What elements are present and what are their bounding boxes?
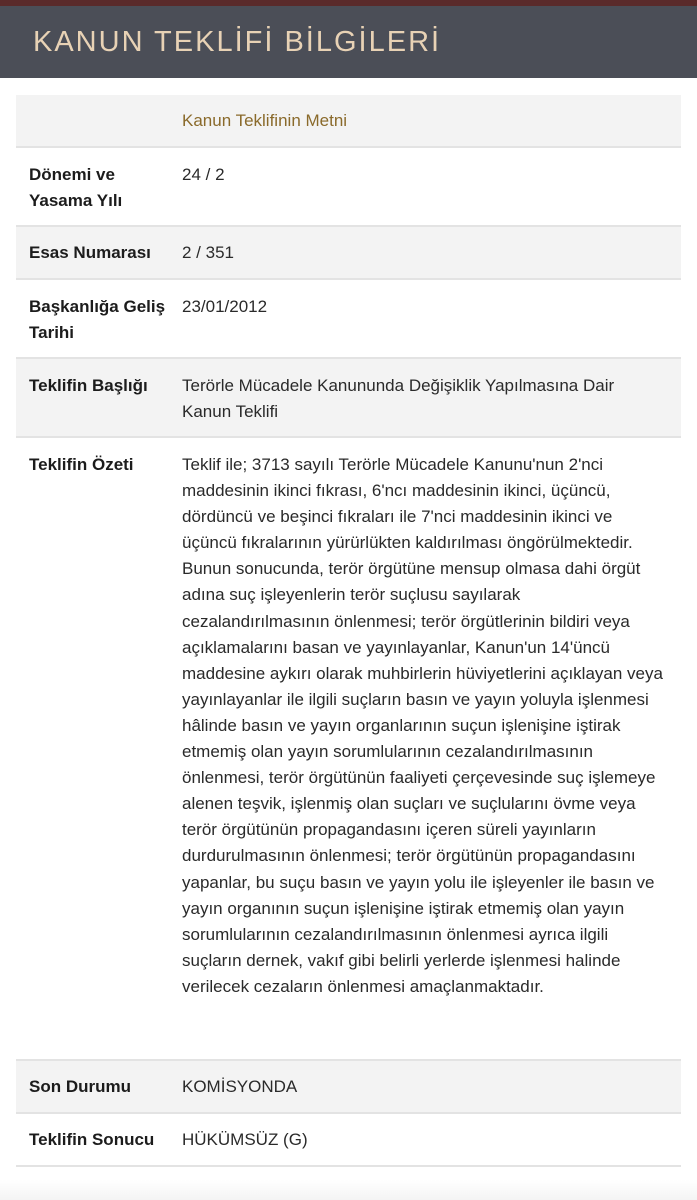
bottom-fade [0,1180,697,1200]
row-esas [16,227,681,280]
row-baslik [16,359,681,438]
ozet-value: Teklif ile; 3713 sayılı Terörle Mücadele Kanunu'nun 2'nci maddesinin ikinci fıkrası, 6'ncı maddesinin ikinci, üçüncü, dördüncü ve beşinci fıkraları ile 7'nci maddesinin ikinci ve üçüncü fıkralarının yürürlükten kaldırılması öngörülmektedir. Bunun sonucunda, terör örgütüne mensup olmasa dahi örgüt adına suç işleyenlerin terör suçlusu sayılarak cezalandırılmasının önlenmesi; terör örgütlerinin bildiri veya açıklamalarını basan ve yayınlayanlar, Kanun'un 14'üncü maddesine aykırı olarak muhbirlerin hüviyetlerini açıklayan veya yayınlayanlar ile ilgili suçların basın ve yayın yoluyla işlenmesi hâlinde basın ve yayın organlarının suçun işlenişine iştirak etmemiş olan yayın sorumlularının cezalandırılmasının önlenmesi, terör örgütünün faaliyeti çerçevesinde suç işlemeye alenen teşvik, işlenmiş olan suçları ve suçlularını övme veya terör örgütünün propagandasını içeren süreli yayınların durdurulmasının önlenmesi; terör örgütünün propagandasını yapanlar, bu suçu basın ve yayın yolu ile işleyenler ile basın ve yayın organının suçun işlenişine iştirak etmemiş olan yayın sorumlularının cezalandırılmasının önlenmesi ayrıca ilgili suçların dernek, vakıf gibi belirli yerlerde işlenmesi halinde verilecek cezaların önlenmesi amaçlanmaktadır. [182,455,663,996]
durum-label: Son Durumu [29,1076,131,1096]
bill-text-link[interactable]: Kanun Teklifinin Metni [182,110,348,130]
sonuc-value: HÜKÜMSÜZ (G) [182,1129,308,1149]
row-tarih [16,280,681,359]
donem-value: 24 / 2 [182,165,225,184]
page-header [0,6,697,78]
baslik-label: Teklifin Başlığı [29,376,148,395]
page-title: KANUN TEKLİFİ BİLGİLERİ [33,25,442,58]
sonuc-label: Teklifin Sonucu [29,1129,155,1149]
esas-value: 2 / 351 [182,242,234,262]
tarih-value: 23/01/2012 [182,297,268,316]
row-text-link [16,95,681,148]
tarih-label: Başkanlığa Geliş Tarihi [29,297,166,342]
row-sonuc [16,1114,681,1167]
row-ozet [16,438,681,1061]
info-table [16,95,681,1167]
donem-label: Dönemi ve Yasama Yılı [29,165,123,210]
text-link-cell [182,108,681,134]
ozet-label: Teklifin Özeti [29,455,134,474]
row-donem [16,148,681,227]
esas-label: Esas Numarası [29,242,151,262]
row-durum [16,1061,681,1114]
baslik-value: Terörle Mücadele Kanununda Değişiklik Yapılmasına Dair Kanun Teklifi [182,376,615,421]
durum-value: KOMİSYONDA [182,1076,298,1096]
